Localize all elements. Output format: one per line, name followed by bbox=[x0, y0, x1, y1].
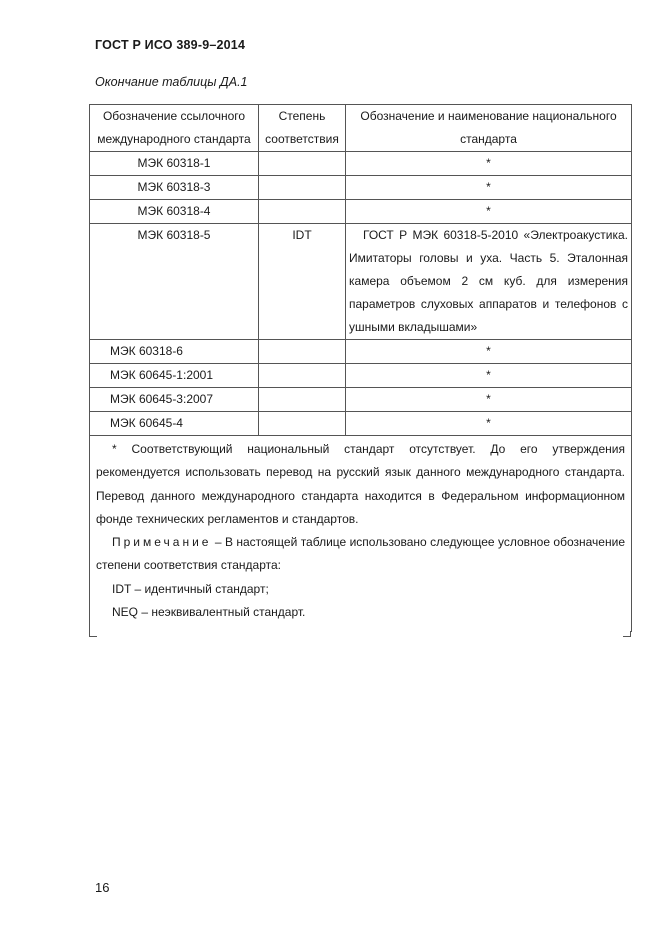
footnote-text: * Соответствующий национальный стандарт отсутствует. До его утверждения рекомендуется использовать перевод на русский язык данного международного стандарта. Перевод данного международного стандарта находится в Федеральном информационном фонде технических регламентов и стандартов. bbox=[96, 442, 625, 526]
cell-national: * bbox=[346, 340, 632, 364]
page-number: 16 bbox=[95, 880, 110, 895]
cell-national: ГОСТ Р МЭК 60318-5-2010 «Электроакустика. Имитаторы головы и уха. Часть 5. Эталонная камера объемом 2 см куб. для измерения параметров слуховых аппаратов и телефонов с ушными вкладышами» bbox=[346, 224, 632, 340]
legend-idt: IDT – идентичный стандарт; bbox=[112, 581, 269, 596]
table-row bbox=[90, 176, 632, 200]
cell-degree bbox=[259, 388, 346, 412]
table-bottom-corners bbox=[89, 631, 631, 637]
note-paragraph bbox=[96, 531, 625, 578]
table-row bbox=[90, 340, 632, 364]
cell-national: * bbox=[346, 152, 632, 176]
table-row bbox=[90, 224, 632, 340]
table-row bbox=[90, 364, 632, 388]
table-row bbox=[90, 412, 632, 436]
cell-degree bbox=[259, 364, 346, 388]
cell-national: * bbox=[346, 200, 632, 224]
cell-degree bbox=[259, 200, 346, 224]
header-degree: Степень соответствия bbox=[259, 105, 346, 152]
header-national-standard: Обозначение и наименование национального стандарта bbox=[346, 105, 632, 152]
footnote-row bbox=[90, 436, 632, 633]
cell-degree bbox=[259, 176, 346, 200]
cell-code: МЭК 60645-3:2007 bbox=[90, 388, 259, 412]
cell-degree bbox=[259, 340, 346, 364]
cell-national: * bbox=[346, 176, 632, 200]
header-reference-standard: Обозначение ссылочного международного стандарта bbox=[90, 105, 259, 152]
cell-code: МЭК 60645-4 bbox=[90, 412, 259, 436]
cell-code: МЭК 60645-1:2001 bbox=[90, 364, 259, 388]
cell-code: МЭК 60318-5 bbox=[90, 224, 259, 340]
table-header-row bbox=[90, 105, 632, 152]
table-row bbox=[90, 200, 632, 224]
corner-right-h bbox=[623, 636, 631, 637]
cell-national: * bbox=[346, 388, 632, 412]
cell-national: * bbox=[346, 364, 632, 388]
cell-national: * bbox=[346, 412, 632, 436]
footnote-cell bbox=[90, 436, 632, 633]
cell-code: МЭК 60318-3 bbox=[90, 176, 259, 200]
cell-degree: IDT bbox=[259, 224, 346, 340]
legend-neq: NEQ – неэквивалентный стандарт. bbox=[112, 605, 306, 620]
note-label: Примечание bbox=[112, 535, 212, 550]
note-text: – В настоящей таблице использовано следующее условное обозначение степени соответствия стандарта: bbox=[96, 535, 625, 573]
cell-degree bbox=[259, 152, 346, 176]
table-caption: Окончание таблицы ДА.1 bbox=[95, 75, 248, 89]
correspondence-table bbox=[89, 104, 632, 632]
corner-left-h bbox=[89, 636, 97, 637]
table-row bbox=[90, 388, 632, 412]
cell-degree bbox=[259, 412, 346, 436]
document-header: ГОСТ Р ИСО 389-9–2014 bbox=[95, 38, 246, 52]
cell-code: МЭК 60318-1 bbox=[90, 152, 259, 176]
cell-code: МЭК 60318-6 bbox=[90, 340, 259, 364]
cell-code: МЭК 60318-4 bbox=[90, 200, 259, 224]
table-row bbox=[90, 152, 632, 176]
